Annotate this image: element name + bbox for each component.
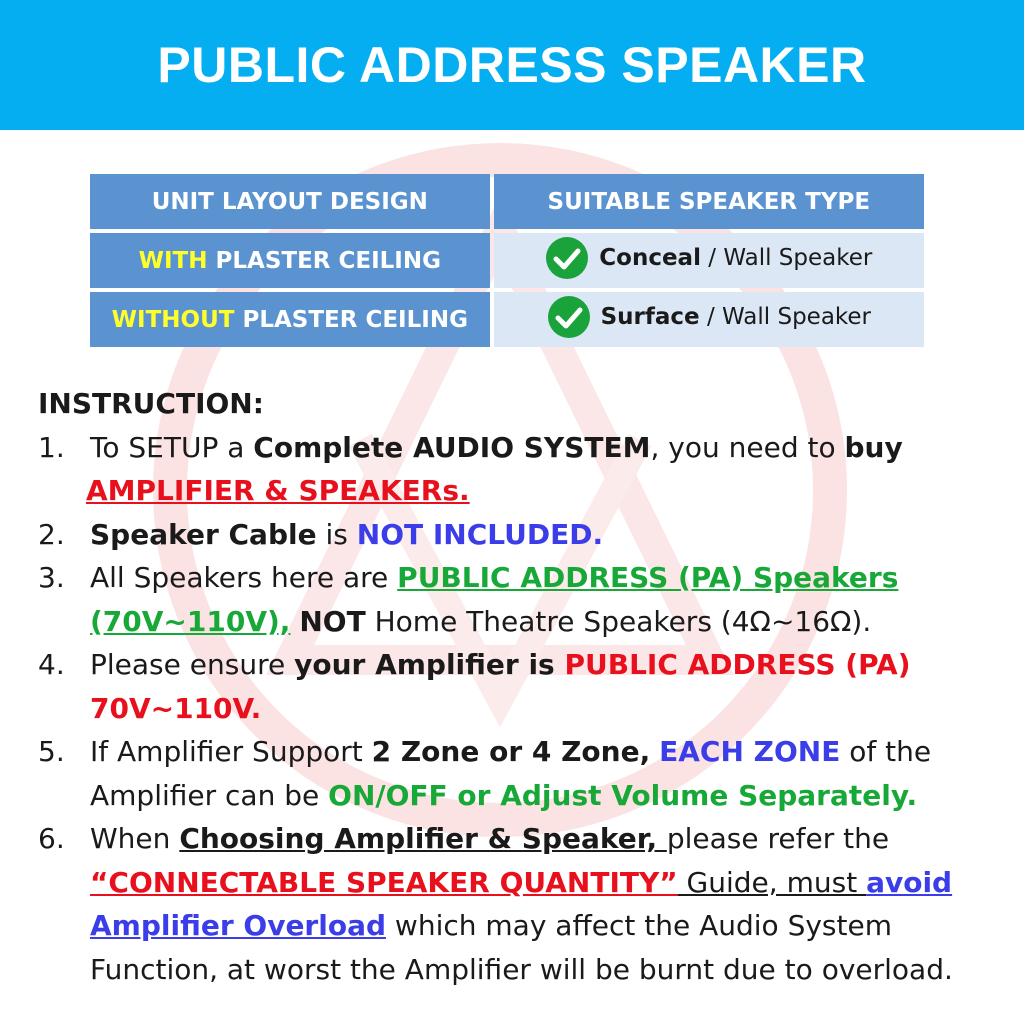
item-text-bold: Speaker Cable [90,517,317,551]
table-row [90,292,924,347]
item-text: Home Theatre Speakers (4Ω~16Ω). [365,604,872,638]
item-text-blue-link: avoid Amplifier Overload [90,865,953,942]
column-header-layout: UNIT LAYOUT DESIGN [90,174,490,229]
item-text [650,735,659,768]
item-text-bold: your Amplifier is [294,648,565,681]
item-text-red: AMPLIFIER & SPEAKERs. [86,474,470,507]
list-item [38,817,998,991]
speaker-type-cell [494,233,924,288]
item-number: 4. [38,648,65,681]
list-item [38,730,998,817]
item-text-bold: Choosing Amplifier & Speaker, [179,822,667,855]
instruction-list [38,426,998,992]
layout-label: PLASTER CEILING [234,306,468,333]
item-text: All Speakers here are [90,561,398,594]
item-text-green: ON/OFF or Adjust Volume Separately. [328,778,918,812]
speaker-type-rest: / Wall Speaker [700,244,873,271]
table-header-row [90,174,924,229]
item-number: 2. [38,517,65,551]
speaker-type-rest: / Wall Speaker [699,303,872,330]
layout-highlight: WITHOUT [111,306,235,333]
item-text-bold: Complete AUDIO SYSTEM [253,430,651,464]
list-item [38,643,998,730]
item-text-bold: NOT [299,604,366,638]
speaker-type-table [86,170,928,351]
item-text-blue: EACH ZONE [659,735,841,768]
column-header-speaker-type: SUITABLE SPEAKER TYPE [494,174,924,229]
list-item [38,556,998,643]
table-row [90,233,924,288]
item-number: 5. [38,735,65,768]
list-item [38,513,998,557]
instruction-section [38,382,998,991]
item-text: , you need to [650,430,845,464]
item-text-blue: NOT INCLUDED. [356,517,604,551]
check-circle-icon [545,236,589,280]
item-number: 1. [38,430,65,464]
item-text: Please ensure [90,648,295,681]
item-text: of the Amplifier can be [90,735,932,812]
item-text-bold: buy [844,430,903,464]
item-text-red: PUBLIC ADDRESS (PA) 70V~110V. [90,648,911,725]
layout-highlight: WITH [138,247,208,274]
speaker-type-bold: Surface [600,303,700,330]
page-title: PUBLIC ADDRESS SPEAKER [157,37,867,93]
speaker-type-cell [494,292,924,347]
layout-cell [90,233,490,288]
check-circle-icon [547,295,591,339]
instruction-title: INSTRUCTION: [38,387,264,420]
item-text-red: “CONNECTABLE SPEAKER QUANTITY” [90,865,678,899]
layout-label: PLASTER CEILING [207,247,441,274]
item-text: To SETUP a [90,430,254,464]
item-text-bold: 2 Zone or 4 Zone, [371,735,651,768]
item-text: Guide, must [677,865,867,899]
item-number: 6. [38,822,65,855]
item-text: is [316,517,357,551]
item-text-green: PUBLIC ADDRESS (PA) Speakers (70V~110V), [90,561,899,638]
speaker-type-bold: Conceal [599,244,701,271]
item-number: 3. [38,561,65,594]
layout-cell [90,292,490,347]
item-text: If Amplifier Support [90,735,372,768]
item-text: please refer the [666,822,890,855]
list-item [38,426,998,513]
header-banner [0,0,1024,130]
item-text: which may affect the Audio System Function, at worst the Amplifier will be burnt due to overload. [90,909,953,986]
item-text: When [90,822,180,855]
